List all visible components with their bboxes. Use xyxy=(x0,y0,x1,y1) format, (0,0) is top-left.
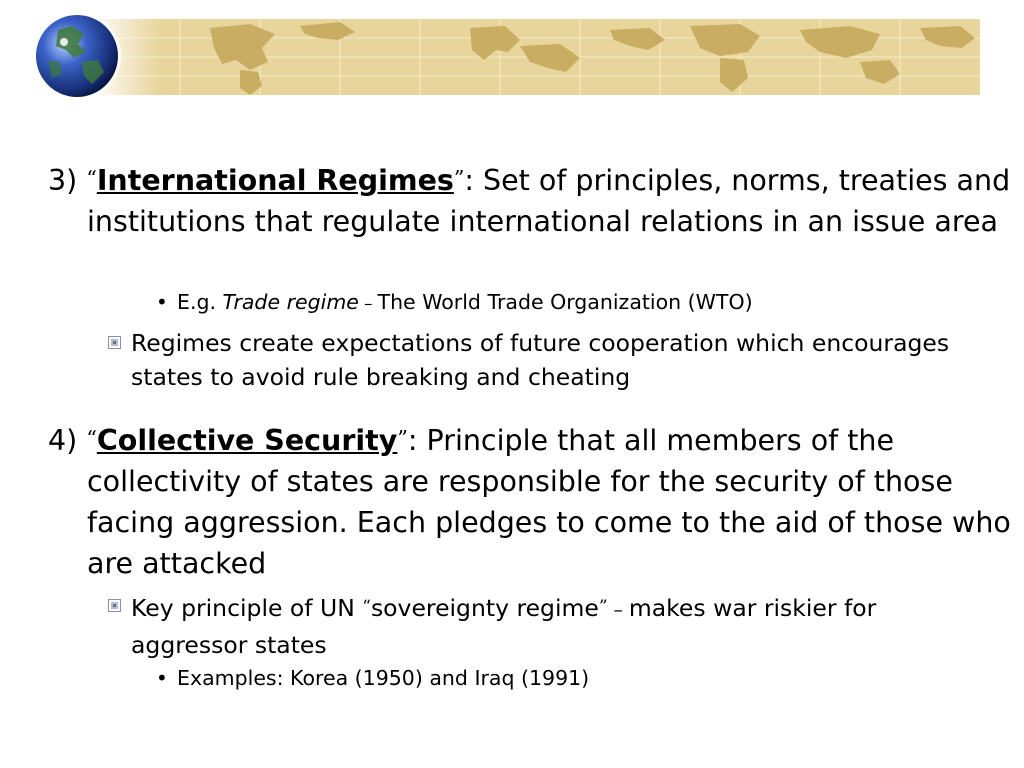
definition-text: : Set of principles, norms, treaties and institutions that regulate international relations in an issue area xyxy=(87,164,1011,239)
square-bullet-icon xyxy=(108,336,121,349)
term-collective-security: Collective Security xyxy=(96,424,398,458)
square-bullet-icon xyxy=(108,599,121,612)
definition-text: : Principle that all members of the collectivity of states are responsible for the security of those facing aggression. Each pledges to come to the aid of those who are attacked xyxy=(87,424,1011,581)
example-prefix: E.g. xyxy=(177,290,223,314)
open-quote: “ xyxy=(362,596,371,616)
term-international-regimes: International Regimes xyxy=(96,164,454,198)
example-korea-iraq xyxy=(156,663,997,693)
close-quote: ” xyxy=(453,166,465,190)
open-quote: “ xyxy=(86,166,97,190)
example-regime: Trade regime xyxy=(222,290,359,314)
open-quote: “ xyxy=(86,426,97,450)
item-international-regimes xyxy=(48,158,1017,242)
dash: – xyxy=(358,294,378,313)
close-quote: ” xyxy=(397,426,408,450)
dash: – xyxy=(607,600,629,622)
sub-regime: sovereignty regime xyxy=(370,594,599,623)
bullet-dot-icon: • xyxy=(156,666,168,690)
sub-suffix: makes war riskier for aggressor states xyxy=(131,594,877,660)
item-number: 4) xyxy=(48,424,78,458)
example-text: Examples: Korea (1950) and Iraq (1991) xyxy=(177,666,590,690)
sub-text: Regimes create expectations of future cooperation which encourages states to avoid rule breaking and cheating xyxy=(131,329,950,391)
example-text: The World Trade Organization (WTO) xyxy=(377,290,753,314)
close-quote: ” xyxy=(598,596,608,616)
sub-prefix: Key principle of UN xyxy=(131,594,363,623)
item-collective-security xyxy=(48,418,1017,584)
bullet-dot-icon: • xyxy=(156,290,168,314)
sub-regimes-expectations xyxy=(108,326,991,394)
item-number: 3) xyxy=(48,164,78,198)
example-wto xyxy=(156,287,997,319)
sub-un-sovereignty xyxy=(108,589,991,662)
